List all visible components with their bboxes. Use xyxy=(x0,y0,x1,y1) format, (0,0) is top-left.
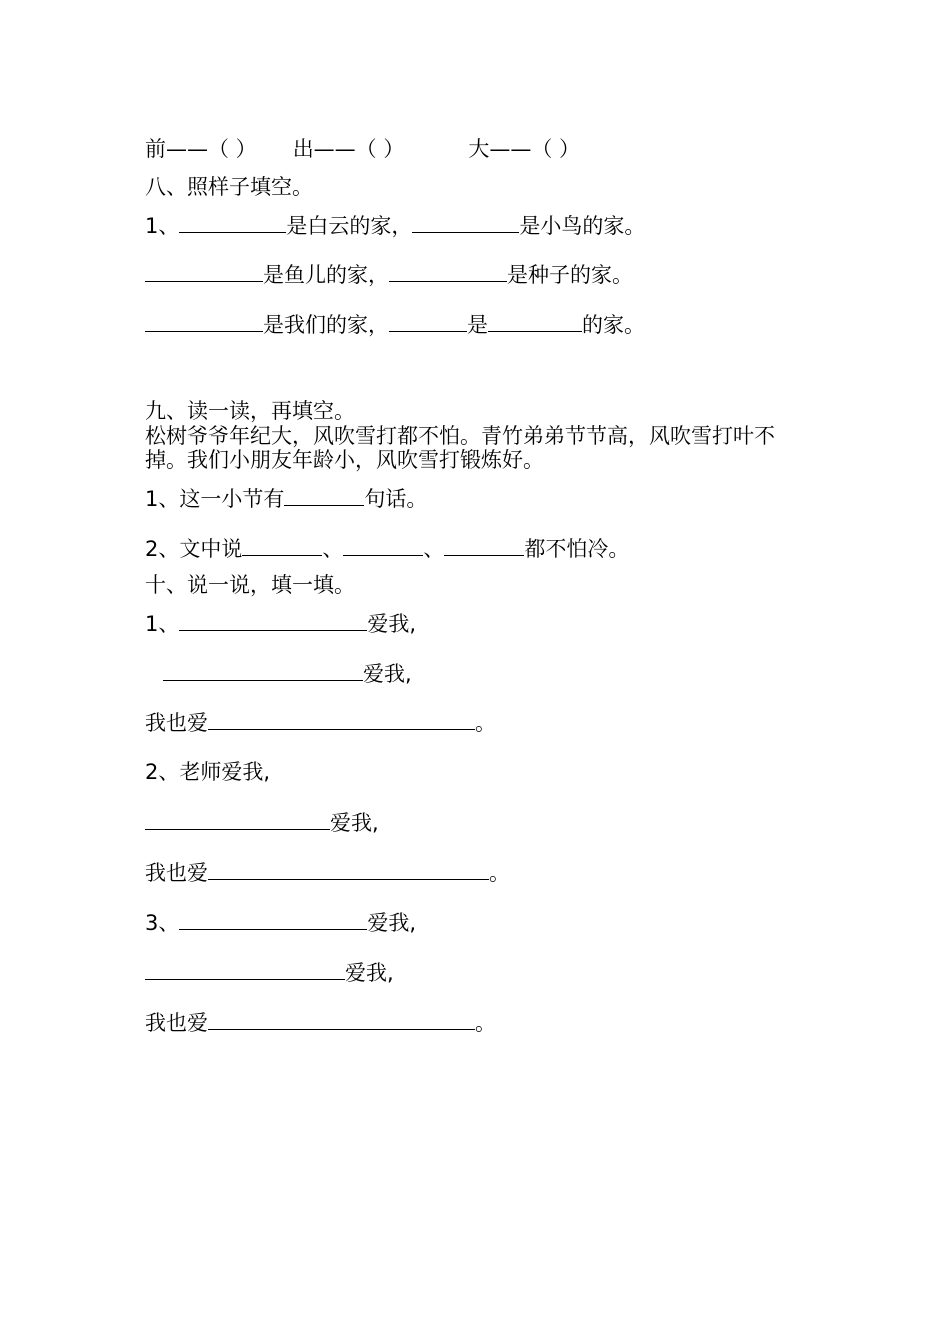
sentence-part: 是小鸟的家。 xyxy=(519,214,646,238)
question-text: 2、文中说 xyxy=(145,537,243,561)
sentence-part: 是 xyxy=(467,313,488,337)
fill-blank[interactable] xyxy=(145,959,345,980)
group-2-line-3 xyxy=(145,859,510,886)
fill-blank[interactable] xyxy=(389,311,467,332)
sentence-part: 爱我, xyxy=(330,811,379,835)
fill-blank[interactable] xyxy=(242,535,322,556)
group-1-line-3 xyxy=(145,709,496,736)
fill-blank[interactable] xyxy=(145,261,263,282)
section-9-title: 九、读一读，再填空。 xyxy=(145,399,355,423)
fill-blank[interactable] xyxy=(208,859,489,880)
section-8-line-1 xyxy=(145,212,645,239)
question-text: 都不怕冷。 xyxy=(524,537,630,561)
antonym-row xyxy=(145,136,580,162)
section-10-title: 十、说一说，填一填。 xyxy=(145,573,355,597)
section-8-line-2 xyxy=(145,261,633,288)
sentence-part: 的家。 xyxy=(582,313,645,337)
separator: 、 xyxy=(322,537,344,561)
question-text: 句话。 xyxy=(364,487,428,511)
antonym-chu: 出——（ ） xyxy=(292,137,405,161)
section-8-title: 八、照样子填空。 xyxy=(145,175,313,199)
sentence-part: 是种子的家。 xyxy=(507,263,633,287)
fill-blank[interactable] xyxy=(145,311,263,332)
fill-blank[interactable] xyxy=(163,660,363,681)
sentence-part: 爱我, xyxy=(345,961,394,985)
item-number: 3、 xyxy=(145,911,180,935)
sentence-part: 是鱼儿的家， xyxy=(263,263,389,287)
sentence-part: 。 xyxy=(489,861,510,885)
fill-blank[interactable] xyxy=(208,1009,475,1030)
sentence-part: 爱我, xyxy=(367,911,417,935)
fill-blank[interactable] xyxy=(179,909,367,930)
item-number: 1、 xyxy=(145,214,180,238)
separator: 、 xyxy=(423,537,445,561)
section-9-question-2 xyxy=(145,535,629,562)
antonym-da: 大——（ ） xyxy=(468,137,581,161)
antonym-qian: 前——（ ） xyxy=(145,137,257,161)
group-3-line-2 xyxy=(145,959,394,986)
fill-blank[interactable] xyxy=(145,809,330,830)
sentence-part: 爱我, xyxy=(363,662,412,686)
group-1-line-2 xyxy=(163,660,412,687)
fill-blank[interactable] xyxy=(444,535,524,556)
fill-blank[interactable] xyxy=(179,212,286,233)
fill-blank[interactable] xyxy=(179,610,367,631)
group-2-line-1: 2、老师爱我, xyxy=(145,760,271,784)
reading-passage: 松树爷爷年纪大，风吹雪打都不怕。青竹弟弟节节高，风吹雪打叶不掉。我们小朋友年龄小，风吹雪打锻炼好。 xyxy=(145,424,775,472)
fill-blank[interactable] xyxy=(343,535,423,556)
fill-blank[interactable] xyxy=(412,212,519,233)
sentence-part: 是我们的家， xyxy=(263,313,389,337)
fill-blank[interactable] xyxy=(389,261,507,282)
group-1-line-1 xyxy=(145,610,416,637)
group-2-line-2 xyxy=(145,809,379,836)
sentence-part: 是白云的家， xyxy=(286,214,413,238)
section-8-line-3 xyxy=(145,311,645,338)
fill-blank[interactable] xyxy=(208,709,475,730)
section-9-question-1 xyxy=(145,485,427,512)
group-3-line-3 xyxy=(145,1009,496,1036)
item-number: 1、 xyxy=(145,612,180,636)
sentence-part: 。 xyxy=(475,1011,496,1035)
question-text: 1、这一小节有 xyxy=(145,487,285,511)
sentence-part: 爱我, xyxy=(367,612,417,636)
fill-blank[interactable] xyxy=(284,485,364,506)
sentence-part: 我也爱 xyxy=(145,711,208,735)
sentence-part: 我也爱 xyxy=(145,861,208,885)
sentence-part: 我也爱 xyxy=(145,1011,208,1035)
group-3-line-1 xyxy=(145,909,416,936)
fill-blank[interactable] xyxy=(488,311,582,332)
sentence-part: 。 xyxy=(475,711,496,735)
